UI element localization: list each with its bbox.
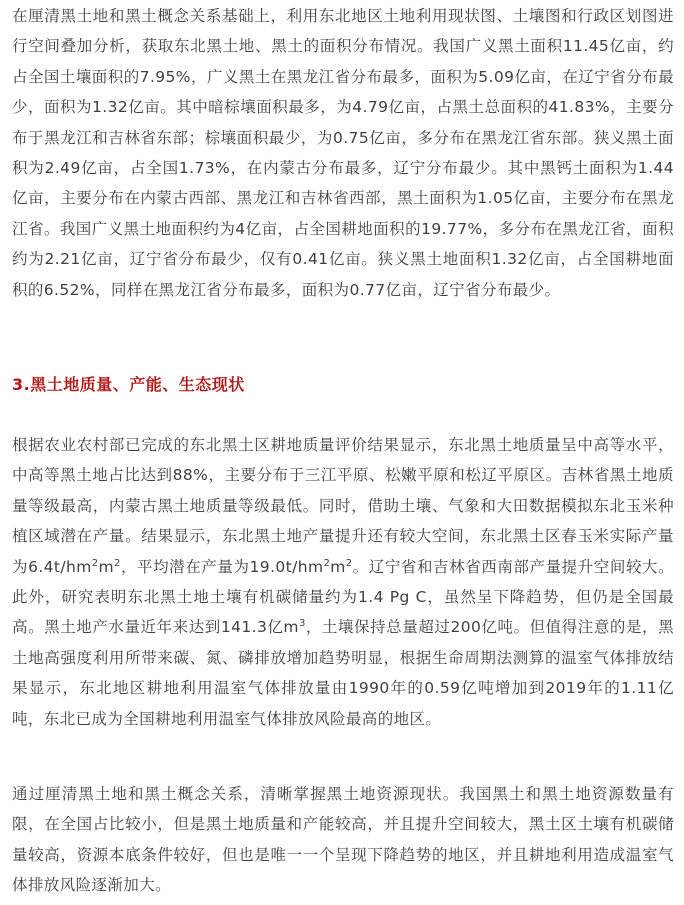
paragraph-text-segment: 根据农业农村部已完成的东北黑土区耕地质量评价结果显示，东北黑土地质量呈中高等水平，中高等黑土地占比达到88%，主要分布于三江平原、松嫩平原和松辽平原区。吉林省黑土地质量等级最高，内蒙古黑土地质量等级最低。同时，借助土壤、气象和大田数据模拟东北玉米种植区域潜在产量。结果显示，东北黑土地产量提升还有较大空间，东北黑土区春玉米实际产量为6.4t/hm xyxy=(12,436,674,576)
paragraph-quality-capacity-ecology xyxy=(12,430,674,734)
paragraph-text-segment: m xyxy=(98,557,115,576)
paragraph-text-segment: m xyxy=(330,557,346,576)
superscript-exponent: 2 xyxy=(91,557,99,569)
superscript-exponent: 3 xyxy=(298,618,306,630)
section-heading-quality-capacity-ecology: 3.黑土地质量、产能、生态现状 xyxy=(12,375,245,394)
superscript-exponent: 2 xyxy=(114,557,121,569)
superscript-exponent: 2 xyxy=(323,557,331,569)
paragraph-summary: 通过厘清黑土地和黑土概念关系，清晰掌握黑土地资源现状。我国黑土和黑土地资源数量有限，在全国占比较小，但是黑土地质量和产能较高，并且提升空间较大，黑土区土壤有机碳储量较高，资源本底条件较好，但也是唯一一个呈现下降趋势的地区，并且耕地利用造成温室气体排放风险逐渐加大。 xyxy=(12,785,674,895)
paragraph-text-segment: 。辽宁省和吉林省西南部产量提升空间较大。此外，研究表明东北黑土地土壤有机碳储量约为1.4 Pg C，虽然呈下降趋势，但仍是全国最高。黑土地产水量近年来达到141.3亿m xyxy=(12,557,674,637)
paragraph-text-segment: ，土壤保持总量超过200亿吨。但值得注意的是，黑土地高强度利用所带来碳、氮、磷排放增加趋势明显，根据生命周期法测算的温室气体排放结果显示，东北地区耕地利用温室气体排放量由1990年的0.59亿吨增加到2019年的1.11亿吨，东北已成为全国耕地利用温室气体排放风险最高的地区。 xyxy=(12,618,674,728)
superscript-exponent: 2 xyxy=(345,557,353,569)
paragraph-text-segment: ，平均潜在产量为19.0t/hm xyxy=(120,557,324,576)
paragraph-black-soil-area: 在厘清黑土地和黑土概念关系基础上，利用东北地区土地利用现状图、土壤图和行政区划图进行空间叠加分析，获取东北黑土地、黑土的面积分布情况。我国广义黑土面积11.45亿亩，约占全国土壤面积的7.95%，广义黑土在黑龙江省分布最多，面积为5.09亿亩，在辽宁省分布最少，面积为1.32亿亩。其中暗棕壤面积最多，为4.79亿亩，占黑土总面积的41.83%，主要分布于黑龙江和吉林省东部；棕壤面积最少，为0.75亿亩，多分布在黑龙江省东部。狭义黑土面积为2.49亿亩，占全国1.73%，在内蒙古分布最多，辽宁分布最少。其中黑钙土面积为1.44亿亩，主要分布在内蒙古西部、黑龙江和吉林省西部，黑土面积为1.05亿亩，主要分布在黑龙江省。我国广义黑土地面积约为4亿亩，占全国耕地面积的19.77%，多分布在黑龙江省，面积约为2.21亿亩，辽宁省分布最少，仅有0.41亿亩。狭义黑土地面积1.32亿亩，占全国耕地面积的6.52%，同样在黑龙江省分布最多，面积为0.77亿亩，辽宁省分布最少。 xyxy=(12,7,674,299)
